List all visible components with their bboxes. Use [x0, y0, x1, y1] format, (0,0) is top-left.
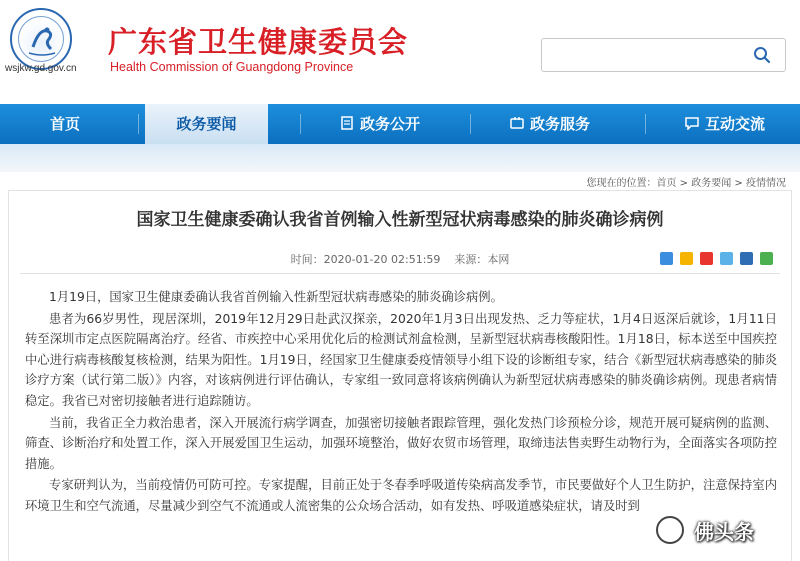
article-paragraph: 患者为66岁男性，现居深圳，2019年12月29日赴武汉探亲，2020年1月3日出现发热、乏力等症状，1月4日返深后就诊，1月11日转至深圳市定点医院隔离治疗。经省、市疾控中心采用优化后的检测试剂盒检测，呈新型冠状病毒核酸阳性。1月18日，标本送至中国疾控中心进行病毒核酸复核检测，结果为阳性。1月19日，经国家卫生健康委疫情领导小组下设的诊断组专家，结合《新型冠状病毒感染的肺炎诊疗方案（试行第二版）》内容，对该病例进行评估确认，专家组一致同意将该病例确认为新型冠状病毒感染的肺炎确诊病例。现患者病情稳定。我省已对密切接触者进行追踪随访。	[25, 311, 777, 408]
nav-item-service[interactable]: 政务服务	[490, 104, 610, 144]
service-icon	[510, 116, 524, 130]
share-weibo-icon[interactable]	[700, 252, 713, 265]
search-icon[interactable]	[753, 46, 771, 64]
breadcrumb-home[interactable]: 首页	[656, 178, 677, 189]
chat-icon	[685, 116, 699, 130]
breadcrumb: 您现在的位置：首页 > 政务要闻 > 疫情情况	[586, 178, 786, 189]
nav-underline-band	[0, 144, 800, 172]
article-title: 国家卫生健康委确认我省首例输入性新型冠状病毒感染的肺炎确诊病例	[136, 210, 664, 230]
breadcrumb-news[interactable]: 政务要闻	[691, 178, 732, 189]
site-title-en: Health Commission of Guangdong Province	[110, 60, 354, 74]
share-plus-icon[interactable]	[660, 252, 673, 265]
search-input[interactable]	[541, 38, 786, 72]
article-meta: 时间：2020-01-20 02:51:59 来源：本网	[290, 253, 510, 266]
article-paragraph: 1月19日，国家卫生健康委确认我省首例输入性新型冠状病毒感染的肺炎确诊病例。	[49, 290, 503, 304]
nav-divider	[300, 114, 301, 134]
nav-item-public[interactable]: 政务公开	[320, 104, 440, 144]
title-divider	[20, 273, 780, 274]
nav-divider	[645, 114, 646, 134]
watermark-logo-icon	[656, 516, 684, 544]
article-paragraph: 当前，我省正全力救治患者，深入开展流行病学调查，加强密切接触者跟踪管理，强化发热门诊预检分诊，规范开展可疑病例的监测、筛查、诊断治疗和处置工作，深入开展爱国卫生运动，加强环境整治，做好农贸市场管理，取缔违法售卖野生动物行为，全面落实各项防控措施。	[25, 415, 777, 471]
nav-item-news[interactable]: 政务要闻	[145, 104, 268, 144]
article-time: 2020-01-20 02:51:59	[323, 253, 441, 266]
main-nav	[0, 104, 800, 144]
nav-divider	[138, 114, 139, 134]
share-tencent-icon[interactable]	[720, 252, 733, 265]
share-wechat-icon[interactable]	[760, 252, 773, 265]
document-icon	[340, 116, 354, 130]
share-bar	[660, 250, 775, 266]
emblem-inner	[18, 16, 64, 62]
nav-item-home[interactable]: 首页	[49, 115, 80, 133]
nav-divider	[470, 114, 471, 134]
site-domain: wsjkw.gd.gov.cn	[5, 63, 77, 74]
site-header	[0, 0, 800, 104]
article-paragraph: 专家研判认为，当前疫情仍可防可控。专家提醒，目前正处于冬春季呼吸道传染病高发季节，市民要做好个人卫生防护，注意保持室内环境卫生和空气流通，尽量减少到空气不流通或人流密集的公众场合活动，如有发热、呼吸道感染症状，请及时到	[25, 478, 777, 513]
share-star-icon[interactable]	[680, 252, 693, 265]
nav-item-interaction[interactable]: 互动交流	[665, 104, 785, 144]
site-title-zh[interactable]: 广东省卫生健康委员会	[108, 25, 409, 59]
breadcrumb-epidemic[interactable]: 疫情情况	[746, 178, 786, 189]
article-source: 本网	[487, 253, 510, 266]
share-qzone-icon[interactable]	[740, 252, 753, 265]
article-body	[25, 287, 777, 518]
emblem-logo[interactable]	[10, 8, 72, 70]
watermark-text: 佛头条	[694, 520, 754, 544]
